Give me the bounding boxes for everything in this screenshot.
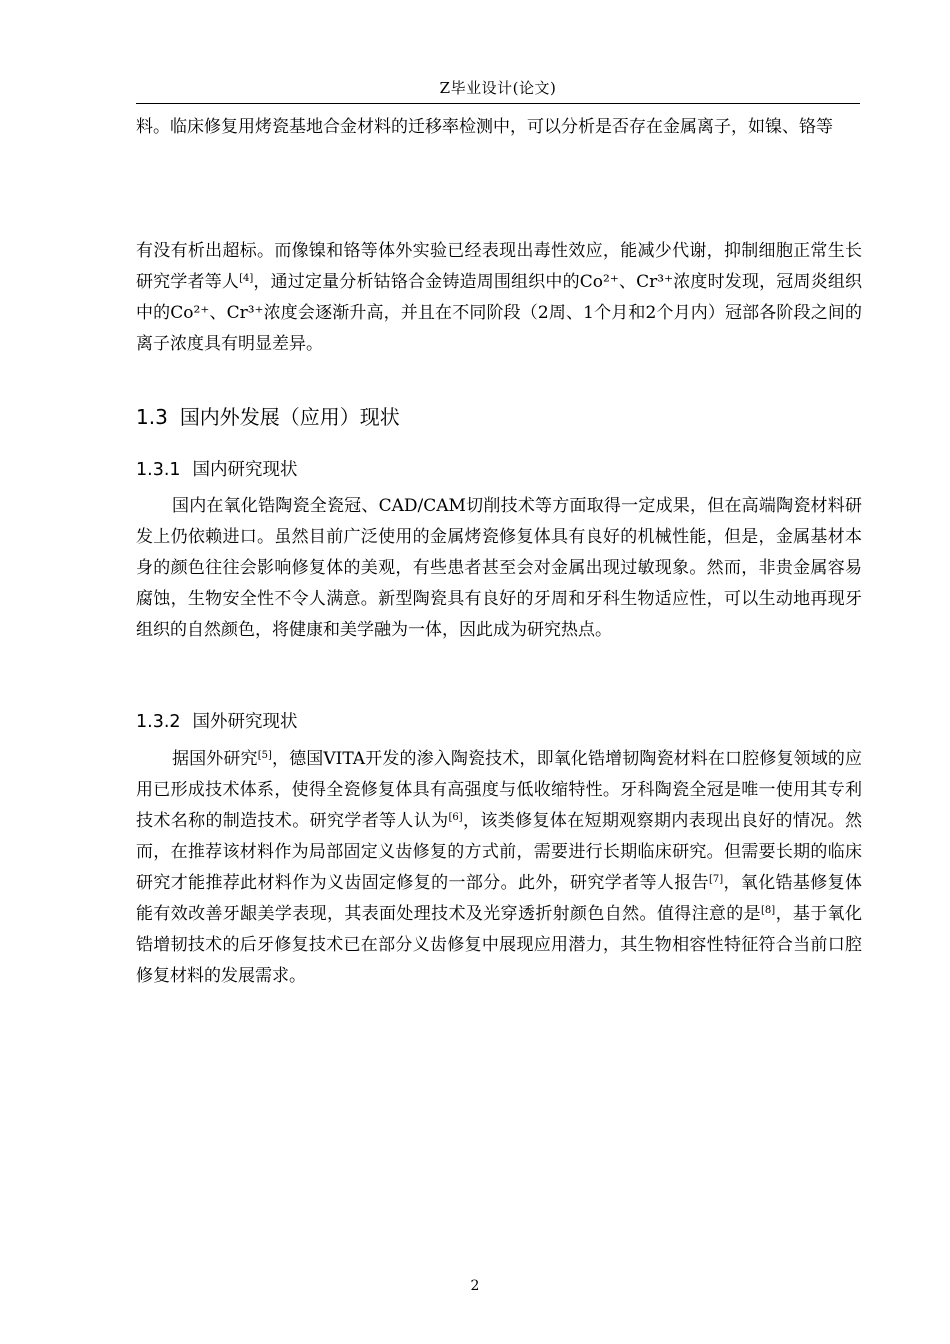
paragraph-continuation: 料。临床修复用烤瓷基地合金材料的迁移率检测中，可以分析是否存在金属离子，如镍、铬等 (136, 117, 833, 137)
paragraph-text: 有没有析出超标。而像镍和铬等体外实验已经表现出毒性效应，能减少代谢，抑制细胞正常生长研究学者等人 (136, 241, 862, 292)
citation-ref: [4] (239, 273, 254, 284)
citation-ref: [6] (448, 812, 463, 823)
section-title: 国外研究现状 (192, 712, 298, 732)
section-number: 1.3.2 (136, 712, 181, 732)
section-heading-1-3-1 (136, 456, 298, 484)
page-number: 2 (470, 1278, 480, 1294)
paragraph-text: ，氧化锆基修复体能有效改善牙龈美学表现，其表面处理技术及光穿透折射颜色自然。值得注意的是 (136, 873, 863, 924)
section-heading-1-3-2 (136, 708, 298, 736)
citation-ref: [5] (257, 750, 272, 761)
header-rule (136, 103, 860, 104)
section-title: 国内外发展（应用）现状 (179, 405, 400, 429)
section-number: 1.3.1 (136, 460, 181, 480)
section-number: 1.3 (136, 405, 168, 429)
paragraph-foreign-research (136, 744, 862, 992)
page-header: Z毕业设计(论文) (439, 79, 557, 97)
section-heading-1-3 (136, 402, 400, 432)
citation-ref: [8] (761, 905, 776, 916)
section-title: 国内研究现状 (192, 460, 298, 480)
paragraph-text: ，该类修复体在短期观察期内表现出良好的情况。然而，在推荐该材料作为局部固定义齿修复的方式前，需要进行长期临床研究。但需要长期的临床研究才能推荐此材料作为义齿固定修复的一部分。此外，研究学者等人报告 (136, 811, 863, 893)
paragraph-text: ，德国VITA开发的渗入陶瓷技术，即氧化锆增韧陶瓷材料在口腔修复领域的应用已形成技术体系，使得全瓷修复体具有高强度与低收缩特性。牙科陶瓷全冠是唯一使用其专利技术名称的制造技术。研究学者等人认为 (136, 749, 863, 831)
paragraph-text: ，基于氧化锆增韧技术的后牙修复技术已在部分义齿修复中展现应用潜力，其生物相容性特征符合当前口腔修复材料的发展需求。 (136, 904, 863, 986)
paragraph-text: ，通过定量分析钴铬合金铸造周围组织中的Co²⁺、Cr³⁺浓度时发现，冠周炎组织中的Co²⁺、Cr³⁺浓度会逐渐升高，并且在不同阶段（2周、1个月和2个月内）冠部各阶段之间的离子浓度具有明显差异。 (136, 272, 863, 354)
paragraph-text: 据国外研究 (172, 749, 258, 769)
paragraph-domestic-research: 国内在氧化锆陶瓷全瓷冠、CAD/CAM切削技术等方面取得一定成果，但在高端陶瓷材料研发上仍依赖进口。虽然目前广泛使用的金属烤瓷修复体具有良好的机械性能，但是，金属基材本身的颜色往往会影响修复体的美观，有些患者甚至会对金属出现过敏现象。然而，非贵金属容易腐蚀，生物安全性不令人满意。新型陶瓷具有良好的牙周和牙科生物适应性，可以生动地再现牙组织的自然颜色，将健康和美学融为一体，因此成为研究热点。 (136, 496, 862, 640)
citation-ref: [7] (708, 874, 724, 885)
paragraph-ion-study (136, 236, 862, 360)
